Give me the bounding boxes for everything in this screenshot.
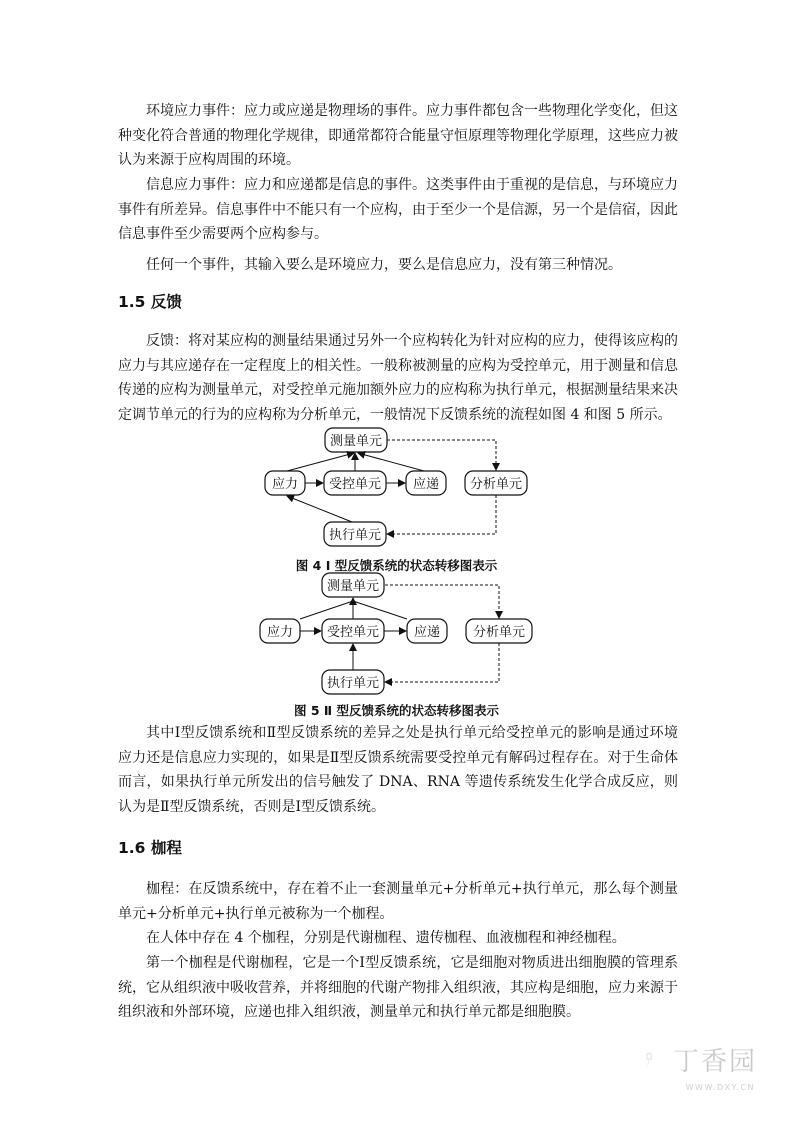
node-measure-label: 测量单元: [329, 434, 383, 449]
node-output: [407, 619, 447, 643]
node-controlled-label: 受控单元: [328, 477, 382, 492]
paragraph-feedback-def: 反馈：将对某应构的测量结果通过另外一个应构转化为针对应构的应力，使得该应构的应力与其应递存在一定程度上的相关性。一般称被测量的应构为受控单元，用于测量和信息传递的应构为测量单元，对受控单元施加额外应力的应构称为执行单元，根据测量结果来决定调节单元的行为的应构称为分析单元，一般情况下反馈系统的流程如图 4 和图 5 所示。: [118, 333, 678, 423]
node-controlled-label: 受控单元: [326, 625, 380, 640]
node-output-label: 应递: [412, 477, 440, 492]
paragraph-jiacheng-def: 枷程：在反馈系统中，存在着不止一套测量单元+分析单元+执行单元，那么每个测量单元+分析单元+执行单元被称为一个枷程。: [118, 881, 678, 922]
node-stress-label: 应力: [271, 477, 299, 492]
watermark-url: WWW.DXY.CN: [685, 1083, 755, 1092]
paragraph-jiacheng-four: 在人体中存在 4 个枷程，分别是代谢枷程、遗传枷程、血液枷程和神经枷程。: [146, 930, 626, 946]
node-measure-label: 测量单元: [326, 579, 380, 594]
node-output-label: 应递: [413, 625, 441, 640]
figure-5-diagram: [0, 571, 793, 697]
node-analysis-unit: [465, 471, 527, 495]
section-heading-jiacheng: 1.6 枷程: [118, 839, 182, 857]
watermark-brand: 丁香园: [672, 1047, 757, 1077]
node-stress: [265, 471, 305, 495]
section-heading-feedback: 1.5 反馈: [118, 293, 182, 311]
node-actuator-label: 执行单元: [328, 528, 382, 543]
figure-5-caption: 图 5 Ⅱ 型反馈系统的状态转移图表示: [294, 703, 499, 718]
node-controlled-unit: [324, 471, 386, 495]
node-measure-unit: [325, 428, 387, 452]
paragraph-event-input: 任何一个事件，其输入要么是环境应力，要么是信息应力，没有第三种情况。: [146, 257, 622, 273]
paragraph-type-difference: 其中Ⅰ型反馈系统和Ⅱ型反馈系统的差异之处是执行单元给受控单元的影响是通过环境应力还是信息应力实现的，如果是Ⅱ型反馈系统需要受控单元有解码过程存在。对于生命体而言，如果执行单元所发出的信号触发了 DNA、RNA 等遗传系统发生化学合成反应，则认为是Ⅱ型反馈系统，否则是Ⅰ型反馈系统。: [118, 725, 678, 815]
figure-4-diagram: [0, 424, 793, 552]
node-stress: [260, 619, 300, 643]
node-controlled-unit: [322, 619, 384, 643]
node-analysis-label: 分析单元: [469, 477, 523, 492]
paragraph-env-stress: 环境应力事件：应力或应递是物理场的事件。应力事件都包含一些物理化学变化，但这种变化符合普通的物理化学规律，即通常都符合能量守恒原理等物理化学原理，这些应力被认为来源于应构周围的环境。: [118, 103, 678, 168]
node-actuator-unit: [322, 670, 384, 694]
node-analysis-unit: [466, 619, 532, 643]
node-actuator-label: 执行单元: [326, 676, 380, 691]
node-analysis-label: 分析单元: [472, 625, 526, 640]
figure-4-caption: 图 4 Ⅰ 型反馈系统的状态转移图表示: [295, 558, 498, 573]
node-output: [406, 471, 446, 495]
paragraph-info-stress: 信息应力事件：应力和应递都是信息的事件。这类事件由于重视的是信息，与环境应力事件有所差异。信息事件中不能只有一个应构，由于至少一个是信源，另一个是信宿，因此信息事件至少需要两个应构参与。: [118, 177, 678, 242]
node-stress-label: 应力: [266, 625, 294, 640]
node-actuator-unit: [324, 522, 386, 546]
paragraph-metabolic-jiacheng: 第一个枷程是代谢枷程，它是一个Ⅰ型反馈系统，它是细胞对物质进出细胞膜的管理系统，它从组织液中吸收营养，并将细胞的代谢产物排入组织液，其应构是细胞，应力来源于组织液和外部环境，应递也排入组织液，测量单元和执行单元都是细胞膜。: [118, 955, 678, 1020]
node-measure-unit: [322, 573, 384, 597]
